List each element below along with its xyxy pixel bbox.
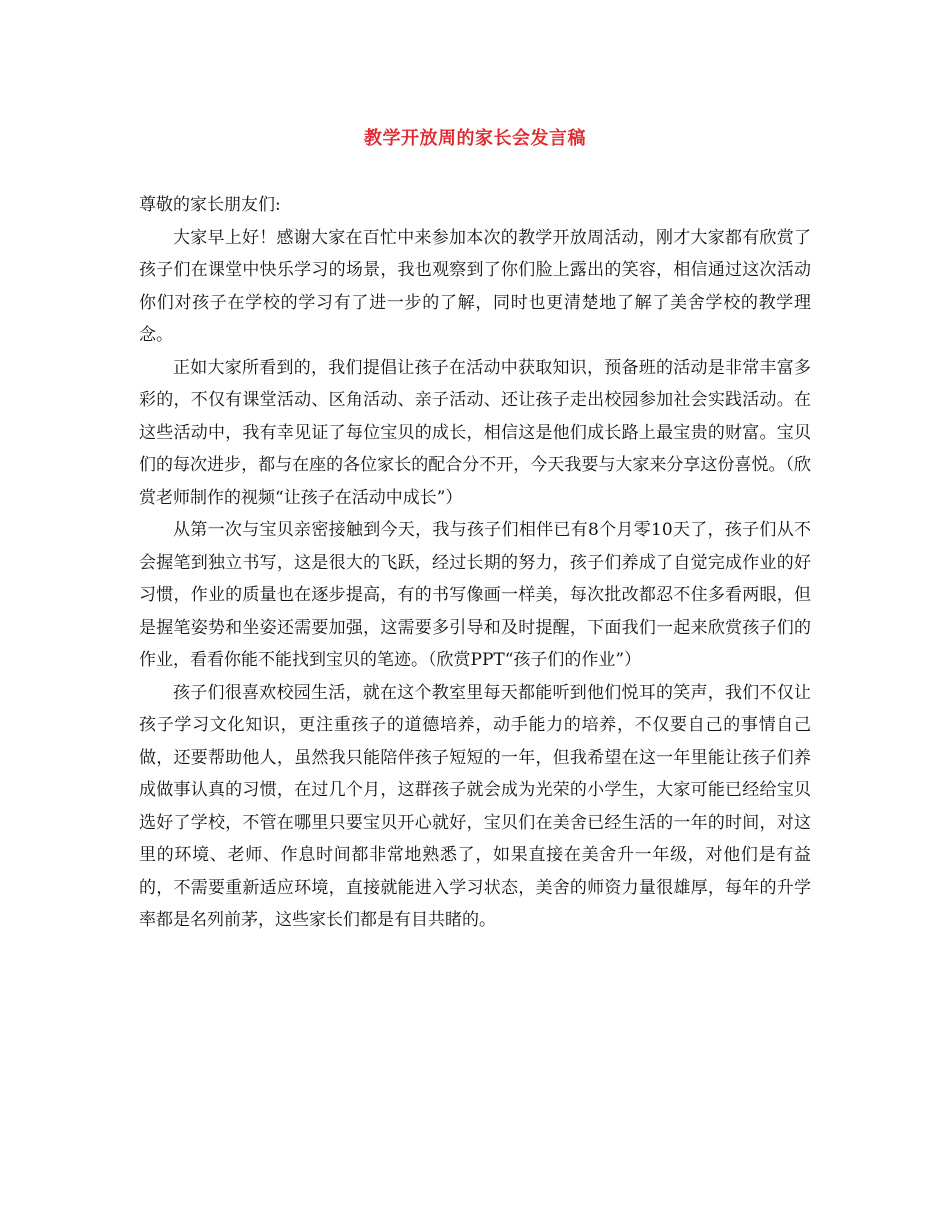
- paragraph-activities: 正如大家所看到的，我们提倡让孩子在活动中获取知识，预备班的活动是非常丰富多彩的，不仅有课堂活动、区角活动、亲子活动、还让孩子走出校园参加社会实践活动。在这些活动中，我有幸见证了每位宝贝的成长，相信这是他们成长路上最宝贵的财富。宝贝们的每次进步，都与在座的各位家长的配合分不开，今天我要与大家来分享这份喜悦。（欣赏老师制作的视频“让孩子在活动中成长”）: [139, 357, 811, 508]
- paragraph-homework: 从第一次与宝贝亲密接触到今天，我与孩子们相伴已有8个月零10天了，孩子们从不会握笔到独立书写，这是很大的飞跃，经过长期的努力，孩子们养成了自觉完成作业的好习惯，作业的质量也在逐步提高，有的书写像画一样美，每次批改都忍不住多看两眼，但是握笔姿势和坐姿还需要加强，这需要多引导和及时提醒，下面我们一起来欣赏孩子们的作业，看看你能不能找到宝贝的笔迹。（欣赏PPT“孩子们的作业”）: [139, 520, 811, 670]
- document-body: [139, 189, 811, 937]
- paragraph-school-life: 孩子们很喜欢校园生活，就在这个教室里每天都能听到他们悦耳的笑声，我们不仅让孩子学习文化知识，更注重孩子的道德培养，动手能力的培养，不仅要自己的事情自己做，还要帮助他人，虽然我只能陪伴孩子短短的一年，但我希望在这一年里能让孩子们养成做事认真的习惯，在过几个月，这群孩子就会成为光荣的小学生，大家可能已经给宝贝选好了学校，不管在哪里只要宝贝开心就好，宝贝们在美舍已经生活的一年的时间，对这里的环境、老师、作息时间都非常地熟悉了，如果直接在美舍升一年级，对他们是有益的，不需要重新适应环境，直接就能进入学习状态，美舍的师资力量很雄厚，每年的升学率都是名列前茅，这些家长们都是有目共睹的。: [139, 682, 811, 930]
- document-title: 教学开放周的家长会发言稿: [364, 128, 586, 149]
- salutation: 尊敬的家长朋友们:: [139, 195, 281, 215]
- paragraph-greeting: 大家早上好！感谢大家在百忙中来参加本次的教学开放周活动，刚才大家都有欣赏了孩子们在课堂中快乐学习的场景，我也观察到了你们脸上露出的笑容，相信通过这次活动你们对孩子在学校的学习有了进一步的了解，同时也更清楚地了解了美舍学校的教学理念。: [139, 227, 811, 345]
